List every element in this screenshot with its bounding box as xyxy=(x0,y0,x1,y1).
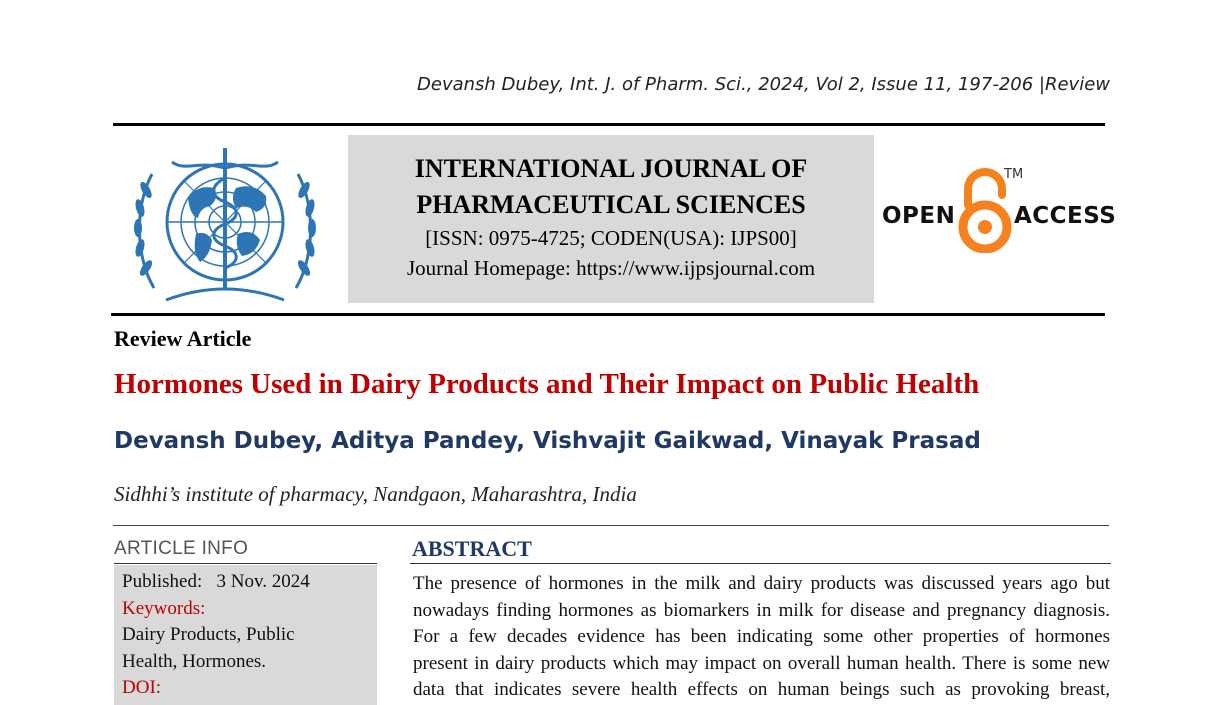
abstract-line: data that indicates severe health effects on human beings such as provoking breast, xyxy=(413,679,1110,700)
abstract-rule xyxy=(410,563,1111,564)
article-info-box xyxy=(114,565,377,705)
journal-issn: [ISSN: 0975-4725; CODEN(USA): IJPS00] xyxy=(425,226,797,250)
article-title: Hormones Used in Dairy Products and Their Impact on Public Health xyxy=(114,368,980,400)
keywords-line-2: Health, Hormones. xyxy=(122,650,267,672)
abstract-heading: ABSTRACT xyxy=(412,536,532,561)
journal-title-line1: INTERNATIONAL JOURNAL OF xyxy=(414,154,808,183)
open-access-word-open: OPEN xyxy=(882,203,956,229)
globe-caduceus-emblem-icon xyxy=(126,138,324,306)
header-rule-top xyxy=(113,123,1105,126)
keywords-label: Keywords: xyxy=(122,597,206,619)
published-value: 3 Nov. 2024 xyxy=(216,571,310,592)
abstract-line: nowadays finding hormones as biomarkers in milk for disease and pregnancy diagnosis. xyxy=(413,599,1110,621)
abstract-line: For a few decades evidence has been indicating some other properties of hormones xyxy=(413,626,1110,647)
published-row xyxy=(122,569,377,596)
abstract-body xyxy=(413,571,1110,704)
open-access-badge xyxy=(880,165,1117,255)
article-info-rule xyxy=(114,563,377,564)
article-type: Review Article xyxy=(114,326,252,351)
header-rule-bottom xyxy=(111,313,1105,316)
journal-title-line2: PHARMACEUTICAL SCIENCES xyxy=(416,190,806,219)
article-info-heading: ARTICLE INFO xyxy=(114,538,249,559)
article-affiliation: Sidhhi’s institute of pharmacy, Nandgaon, Maharashtra, India xyxy=(114,482,637,506)
abstract-line: present in dairy products which may impact on overall human health. There is some new xyxy=(413,652,1110,674)
journal-homepage: Journal Homepage: https://www.ijpsjournal.com xyxy=(406,256,816,280)
running-header: Devansh Dubey, Int. J. of Pharm. Sci., 2024, Vol 2, Issue 11, 197-206 |Review xyxy=(417,74,1110,95)
section-divider xyxy=(113,525,1109,526)
doi-label: DOI: xyxy=(122,677,162,698)
article-authors: Devansh Dubey, Aditya Pandey, Vishvajit Gaikwad, Vinayak Prasad xyxy=(114,428,981,454)
journal-banner xyxy=(348,135,874,303)
open-access-trademark: TM xyxy=(1004,167,1024,182)
published-label: Published: xyxy=(122,571,203,592)
open-access-word-access: ACCESS xyxy=(1014,203,1117,229)
abstract-line: The presence of hormones in the milk and dairy products was discussed years ago but xyxy=(413,573,1110,594)
keywords-line-1: Dairy Products, Public xyxy=(122,624,295,645)
